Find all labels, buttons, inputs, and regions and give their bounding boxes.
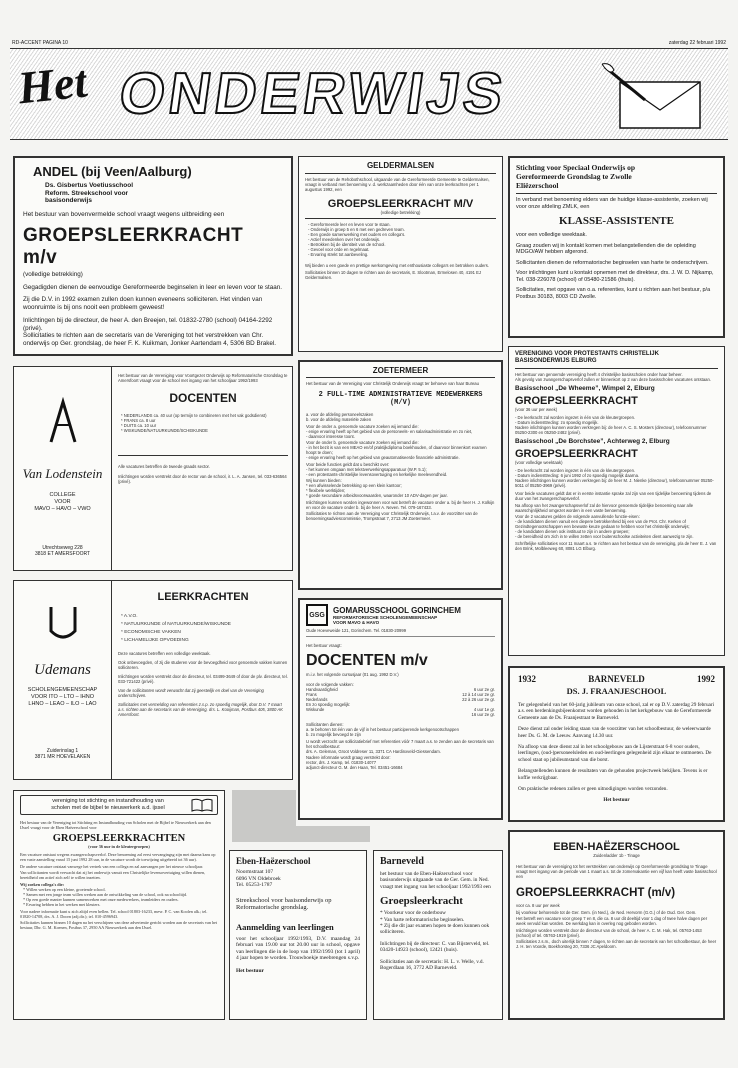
ad-barneveld-jubileum xyxy=(508,666,725,822)
ad-geldermalsen xyxy=(298,156,503,352)
nieuwerkerk-body: Een vacature ontstaat wegens zwangerschapsverlof. Deze benoeming zal eerst vervangingsg zijn met daarna kans op een vaste aanstelling vanaf 15 juni 1992 28 uur, in de vacature wordt de toewijzing uitgebreid tot 36 uur). De andere vacature ontstaat vanwege het vertrek van een collega en zal aanvangen per het nieuwe schooljaar. Van sollicitanten wordt verwacht dat zij het onderwijs vanuit een Christelijke levensovertuiging willen dienen, bereidheid om actief zich zelf te willen inzetten. Wij zoeken collega's die: xyxy=(20,852,216,887)
list-item: * Samen met een jonge team willen werken aan de ontwikkeling van de school, ook na schooltijd. xyxy=(23,891,188,897)
udemans-text: LEERKRACHTEN * A.V.O. * NATUURKUNDE of NATUURKUNDE/WISKUNDE * ECONOMISCHE VAKKEN * LICHAMELIJKE OPVOEDING Deze vacatures betreffen een volledige weektaak. Ook onbevoegden, of zij die studeren voor de bevoegdheid voor genoemde vakken kunnen solliciteren. Inlichtingen worden verstrekt door de directeur, tel. 03499-3649 of door de plv. directeur, tel. 033-721422 (privé). Van de sollicitanten wordt verwacht dat zij geestelijk en doel van de Vereniging onderschrijven. Sollicitaties met vermelding van referenties z.s.p. zo spoedig mogelijk, door D.V. 7 maart a.s. richten aan de secretaris van de Vereniging, drs. L. Kooijman, Postbus 405, 3800 AK Amersfoort. xyxy=(118,591,288,717)
list-item: • * Van harte reformatorische beginselen. xyxy=(380,917,496,923)
table-cell: Handvaardigheid xyxy=(306,687,338,692)
andel-school: Ds. Gisbertus Voetiusschool Reform. Streekschool voor basisonderwijs xyxy=(45,182,134,204)
list-item: • * Zij die dit jaar examen hopen te doen kunnen ook solliciteren. xyxy=(380,923,496,936)
table-cell: Nederlands xyxy=(306,697,328,702)
barneveld-body: Ter gelegenheid van het 60-jarig jubileum van onze school, zal er op D.V. zaterdag 29 februari a.s. een herdenkingsbijeenkomst worden gehouden in het kerkgebouw van de Gereformeerde Gemeente aan de Ds. Fraanjestraat te Barneveld. Deze dienst zal onder leiding staan van de voorzitter van het schoolbestuur, de weleerwaarde heer Ds. G. M. de Leeuw. Aanvang 14.30 uur. Na afloop van deze dienst zal in het schoolgebouw aan de Lijsterstraat 6-8 voor ouders, leerlingen, (oud-)personeelsleden en oud-leerlingen gelegenheid zijn elkaar te ontmoeten. De school staat op jubileumstand van die borst. Belangstellenden kunnen de resultaten van de gehouden projectweek bekijken. Tevens is er koffie verkrijgbaar. Om praktische redenen zullen er geen uitnodigingen worden verzonden. Het bestuur xyxy=(518,702,715,804)
ad-nieuwerkerk: vereniging tot stichting en instandhouding van scholen met de bijbel te nieuwerkerk a.d. ijssel Het bestuur van de Vereniging tot Stichting en Instandhouding van Scholen met de Bijbel te Nieuwerkerk aan den IJssel vraagt voor de Eben Haëzerschool voor GROEPSLEERKRACHTEN (voor 36 uur in de kleutergroepen) Een vacature ontstaat wegens zwangerschapsverlof. Deze benoeming zal eerst vervangingsg zijn met daarna kans op een vaste aanstelling vanaf 15 juni 1992 28 uur, in de vacature wordt de toewijzing uitgebreid tot 36 uur). De andere vacature ontstaat vanwege het vertrek van een collega en zal aanvangen per het nieuwe schooljaar. Van sollicitanten wordt verwacht dat zij het onderwijs vanuit een Christelijke levensovertuiging willen dienen, bereidheid om actief zich zelf te willen inzetten. Wij zoeken collega's die: * Willen werken op een kleine, groeiende school. * Samen met een jonge team willen werken aan de ontwikkeling van de school, ook na schooltijd. * Op een goede manier kunnen samenwerken met onze medewerkers, teamleiders en ouders. * Ervaring hebben in het werken met kleuters. Voor nadere informatie kunt u zich altijd even bellen. Tel. school 01803-16233, mevr. P. C. van Koolen alk.; tel. 01820-14708, drs. A. J. Doorn (adj.dir.); tel. 010-4596943. Sollicitaties kunnen binnen 10 dagen na het verschijnen van deze advertentie gericht worden aan de secretaris van het bestuur, Dhr. G. M. Koenen, Postbus 37, 2950 AA Nieuwerkerk aan den IJssel. xyxy=(13,790,225,1020)
gomarus-logo-icon: GSG xyxy=(306,604,328,626)
elburg-body: Voor beide vacatures geldt dat er in eerste instantie sprake zal zijn van een tijdelijke benoeming tijdens de duur van het zwangerschapsverlof. Na afloop van het zwangerschapsverlof zal de hiervoor genoemde tijdelijke benoeming naar alle waarschijnlijkheid omgezet worden in een vaste benoeming. Voor de 2 vacatures gelden de volgende aanvullende functie-eisen: - de kandidaten dienen vanuit een diepere betrokkenheid bij een van de Prot. Chr. Kerken of Gezindtegenootschappen een bewuste keuze gedaan te hebben voor het christelijk onderwijs; - de kandidaten dienen ook instituut te zijn in andere groepen; - de bereidheid om zich in te willen zetten voor buitenschoolse activiteiten dient aanwezig te zijn. Schriftelijke sollicitaties voor 11 maart a.s. te richten aan het bestuur van de vereniging, p/a de heer E. J. van den Brink, Molbleeweg 60, 8081 LG Elburg. xyxy=(515,491,717,551)
tinte-body: voor ca. 8 uur per week bij voorkeur behorende tot de Ger. Gem. (in Ned.), de Ned. Hervorm (G.G.) of de Oud. Ger. Gem. Het betreft een vacature voor groep 7 en 8, die ca. 8 uur dit deeltijd voor 1 dag of twee halve dagen per week vervuld kan worden. De werkdag kan in overleg nog geboden worden. Inlichtingen worden verstrekt door de directeur van de school, de heer A. C. M. Hak, tel. 05763-1453 (school) of tel. 05763-1919 (privé). Sollicitaties z.s.m., doch uiterlijk binnen 7 dagen, te richten aan de secretaris van het schoolbestuur, de heer J. H. ten Voorde, Boekhorsteg 20, 7336 JC Apeldoorn. xyxy=(516,903,717,949)
ad-eben-haezer-oldebroek: Eben-Haëzerschool Noormstraat 107 6096 VN Oldebroek Tel. 05253-1787 Streekschool voor basisonderwijs op Reformatorische grondslag. Aanmelding van leerlingen voor het schooljaar 1992/1993, D.V. maandag 24 februari van 19.00 uur tot 20.00 uur in school, opgave van leerlingen die in de loop van 1992/1993 (tot 1 april) 4 jaar hopen te worden. Trouwboekje meebrengen s.v.p. Het bestuur xyxy=(229,850,367,1020)
barneveld-header: 1932 BARNEVELD 1992 xyxy=(518,674,715,684)
tinte-position: GROEPSLEERKRACHT (m/v) xyxy=(516,887,676,899)
lodenstein-logo-text: Van Lodenstein xyxy=(22,466,103,481)
oldebroek-address: Noormstraat 107 6096 VN Oldebroek Tel. 05253-1787 xyxy=(236,869,281,888)
zoet-body: a. voor de afdeling personeelszaken b. voor de afdeling materiële zaken Voor de onder a. genoemde vacature zoeken wij iemand die: - enige ervaring heeft op het gebied van de personeels- en salarisadministratie en zo niet, - daarvoor interesse toont. Voor de onder b. genoemde vacature zoeken wij iemand die: - in het bezit is van een MEAO en/of praktijkdiploma boekhouden, of daarvoor binnenkort examen hoopt te doen; - enige ervaring heeft op het gebied van geautomatiseerde financiële administratie. Voor beide functies geldt dat u beschikt over: - het kunnen omgaan met tekstverwerkingsapparatuur (W.P. 5.1); - een protestants-christelijke levensovertuiging en kerkelijke meelevendheid. Wij kunnen bieden: * een afwisselende betrekking op een klein kantoor; * flexibele werktijden; * goede secundaire arbeidsvoorwaarden, waaronder 10 ADV-dagen per jaar. Inlichtingen kunnen worden ingewonnen voor wat betreft de vacature onder a. bij de heer H. J. Kolkijn en voor de vacature onder b. bij de heer A. Neven. Tel. 079-167433. Sollicitaties te richten aan de Vereniging voor Christelijk Onderwijs, t.a.v. de voorzitter van de benoemingsadviescommissie, Trompstraat 7, 2713 JM Zoetermeer. xyxy=(306,412,495,521)
ad-andel xyxy=(13,156,293,356)
page-header-left: RD-ACCENT PAGINA 10 xyxy=(12,40,68,46)
table-cell: 12 à 14 uur 2e gr. xyxy=(462,692,495,697)
oldebroek-sub: Aanmelding van leerlingen xyxy=(236,921,334,932)
udemans-types: SCHOLENGEMEENSCHAP VOOR ITO – LTO – IHNO LHNO – LEAO – ILO – LAO xyxy=(27,687,98,707)
list-item: - Onderwijs in groep 5 en 6 met een gedreven team. xyxy=(308,227,405,232)
ad-elburg: VERENIGING VOOR PROTESTANTS CHRISTELIJK BASISONDERWIJS ELBURG Het bestuur van genoemde vereniging heeft 4 christelijke basisscholen onder haar beheer. Als gevolg van zwangerschapsverlof zullen er binnenkort op 2 van deze basisscholen vacatures ontstaan. Basisschool „De Wheeme”, Wimpel 2, Elburg GROEPSLEERKRACHT (voor 36 uur per week) - De leerkracht zal worden ingezet in één van de kleutergroepen. - Datum indiensttreding: zo spoedig mogelijk. Nadere inlichtingen kunnen worden verkregen bij: de heer A. C. S. Mosters (directeur), telefoonnummer 05250-2300 en 05250-2482 (privé). Basisschool „De Borchstee”, Achterweg 2, Elburg GROEPSLEERKRACHT (voor volledige weektaak) - De leerkracht zal worden ingezet in één van de kleutergroepen. - Datum indiensttreding: 6 juni 1992 of zo spoedig mogelijk daarna. Nadere inlichtingen kunnen worden verkregen bij: de heer M. J. Nienke (directeur), telefoonnummer 05250-5011 of 05250-3969 (privé). Voor beide vacatures geldt dat er in eerste instantie sprake zal zijn van een tijdelijke benoeming tijdens de duur van het zwangerschapsverlof. Na afloop van het zwangerschapsverlof zal de hiervoor genoemde tijdelijke benoeming naar alle waarschijnlijkheid omgezet worden in een vaste benoeming. Voor de 2 vacatures gelden de volgende aanvullende functie-eisen: - de kandidaten dienen vanuit een diepere betrokkenheid bij een van de Prot. Chr. Kerken of Gezindtegenootschappen een bewuste keuze gedaan te hebben voor het christelijk onderwijs; - de kandidaten dienen ook instituut te zijn in andere groepen; - de bereidheid om zich in te willen zetten voor buitenschoolse activiteiten dient aanwezig te zijn. Schriftelijke sollicitaties voor 11 maart a.s. te richten aan het bestuur van de vereniging, p/a de heer E. J. van den Brink, Molbleeweg 60, 8081 LG Elburg. xyxy=(508,346,725,656)
filler-block xyxy=(232,826,370,842)
list-item: * LICHAMELIJKE OPVOEDING xyxy=(121,638,189,643)
ad-eben-haezer-tinte: EBEN-HAËZERSCHOOL Zuidenladder 1b - Tinage Het bestuur van de vereniging tot het verstrekken van onderwijs op Gereformeerde grondslag te Tinage vraagt met ingang van de periode van 1 maart a.s. tot de zomervakantie een vijf kan heeft vaste basisschool een GROEPSLEERKRACHT (m/v) voor ca. 8 uur per week bij voorkeur behorende tot de Ger. Gem. (in Ned.), de Ned. Hervorm (G.G.) of de Oud. Ger. Gem. Het betreft een vacature voor groep 7 en 8, die ca. 8 uur dit deeltijd voor 1 dag of twee halve dagen per week vervuld kan worden. De werkdag kan in overleg nog geboden worden. Inlichtingen worden verstrekt door de directeur van de school, de heer A. C. M. Hak, tel. 05763-1453 (school) of tel. 05763-1919 (privé). Sollicitaties z.s.m., doch uiterlijk binnen 7 dagen, te richten aan de secretaris van het schoolbestuur, de heer J. H. ten Voorde, Boekhorsteg 20, 7336 JC Apeldoorn. xyxy=(508,830,725,1020)
table-cell xyxy=(306,712,418,717)
geld-title: GELDERMALSEN xyxy=(366,161,435,170)
gomarus-body: Sollicitanten dienen: a. te behoren tot één van de vijf in het bestuur participerende kerkgenootschappen b. zo mogelijk bevoegd te zijn U wordt verzocht uw sollicitatiebrief met referenties vóór 7 maart a.s. te zenden aan de secretaris van het schoolbestuur: drs. A. Geleman, Groot Voldreser 11, 3371 CA Hardinxveld-Giessendam. Nadere informatie wordt graag verstrekt door: rector, drs. J. Kamp, tel. 01830-14077 adjunct-directeur G. M. den Haan, Tel. 03451-16684 xyxy=(306,722,494,770)
geld-body: Wij bieden u een goede en prettige werkomgeving met enthousiaste collega's en betrokken ouders. Sollicitaties binnen 10 dagen te richten aan de secretaris, E. Slootman, Ermelosen 40, 4191 EJ Geldermalsen. xyxy=(305,263,490,280)
zwolle-position: KLASSE-ASSISTENTE xyxy=(559,215,674,227)
oldebroek-title: Eben-Haëzerschool xyxy=(236,856,311,866)
andel-scope: (volledige betrekking) xyxy=(23,270,83,278)
lodenstein-emblem-icon xyxy=(43,397,83,447)
nieuwerkerk-position: GROEPSLEERKRACHTEN xyxy=(52,833,186,844)
andel-body: Gegadigden dienen de eenvoudige Gereformeerde beginselen in leer en leven voor te staan. Zij die D.V. in 1992 examen zullen doen kunnen eveneens solliciteren. Het vinden van woonruimte is bij ons nooit een probleem geweest! Inlichtingen bij de directeur, de heer A. den Breejen, tel. 01832-2780 (school) 04164-2292 (privé). Sollicitaties te richten aan de secretaris van de Vereniging tot het verstrekken van Chr. onderwijs op Ger. grondslag, de heer F. K. Kuikman, Jonker Aartendam 4, 5306 BD Brakel. xyxy=(23,283,283,348)
table-cell: En zo spoedig mogelijk: xyxy=(306,702,351,707)
geld-position: GROEPSLEERKRACHT M/V xyxy=(327,198,474,210)
list-item: - Gereformeerde leer en leven voor te staan. xyxy=(308,222,391,227)
list-item: * Willen werken op een kleine, groeiende school. xyxy=(23,886,106,892)
list-item: • * Voorkeur voor de onderbouw xyxy=(380,910,496,916)
ad-barneveld-groepsleerkracht: Barneveld het bestuur van de Eben-Haëzerschool voor basisonderwijs uitgaande van de Ger. Gem. in Ned. vraagt met ingang van het schooljaar 1992/1993 een Groepsleerkracht • * Voorkeur voor de onderbouw • * Van harte reformatorische beginselen. • * Zij die dit jaar examen hopen te doen kunnen ook solliciteren. Inlichtingen bij de directeur: C. van Bijsterveld, tel. 03420-14923 (school), 12421 (huis). Sollicitaties aan de secretaris: H. L. v. Welle, v.d. Bogerdlaan 16, 3772 AD Barneveld. xyxy=(373,850,503,1020)
list-item: * FRANS ca. 8 uur xyxy=(121,418,156,423)
lodenstein-address: Utrechtseweg 228 3818 ET AMERSFOORT xyxy=(34,545,91,557)
andel-title: ANDEL (bij Veen/Aalburg) xyxy=(33,164,192,179)
zoet-position: 2 FULL-TIME ADMINISTRATIEVE MEDEWERKERS (M/V) xyxy=(318,391,483,407)
table-cell: Wiskunde xyxy=(306,707,325,712)
elburg-title: VERENIGING VOOR PROTESTANTS CHRISTELIJK BASISONDERWIJS ELBURG xyxy=(515,351,659,364)
geld-scope: (volledige betrekking) xyxy=(380,210,421,215)
zwolle-body: voor een volledige weektaak. Graag zouden wij in kontakt komen met belangstellenden die de opleiding MDGO/AW hebben afgerond. Sollicitanten dienen de reformatorische beginselen van harte te onderschrijven. Voor inlichtingen kunt u kontakt opnemen met de direkteur, drs. J. W. D. Nijkamp, Tel. 038-226078 (school) of 05480-21586 (thuis). Sollicitaties, met opgave van o.a. referenties, kunt u richten aan het bestuur, p/a Postbus 30183, 8003 CD Zwolle. xyxy=(516,232,714,300)
list-item: * A.V.O. xyxy=(121,614,138,619)
zwolle-intro: In verband met benoeming elders van de huidige klasse-assistente, zoeken wij voor onze afdeling ZMLK, een xyxy=(516,197,708,210)
elburg-position-2: GROEPSLEERKRACHT xyxy=(515,448,638,460)
list-item: * NATUURKUNDE of NATUURKUNDE/WISKUNDE xyxy=(121,622,231,627)
ad-zoetermeer xyxy=(298,360,503,590)
andel-position: GROEPSLEERKRACHT m/v xyxy=(23,224,244,268)
table-row xyxy=(306,712,495,717)
page-header-date: zaterdag 22 februari 1992 xyxy=(668,40,726,46)
lodenstein-subjects xyxy=(118,413,288,433)
masthead-het: Het xyxy=(15,55,90,114)
list-item: * DUITS ca. 10 uur xyxy=(121,423,157,428)
list-item: * Op een goede manier kunnen samenwerken met onze medewerkers, teamleiders en ouders. xyxy=(23,896,179,902)
list-item: - Gevoel voor orde en regelmaat. xyxy=(308,247,370,252)
lodenstein-logo-panel xyxy=(14,367,112,571)
table-cell: 6 uur 2e gr. xyxy=(473,687,495,692)
table-cell: 16 uur 2e gr. xyxy=(471,712,495,717)
geld-intro: Het bestuur van de Rehobothschool, uitgaande van de Gereformeerde Gemeente te Geldermalsen, vraagt in verband met benoeming v. d. werkzaamheden door één van onze leerkrachten per 1 augustus 1992, een xyxy=(305,177,490,192)
lodenstein-position: DOCENTEN xyxy=(169,391,237,405)
udemans-subjects xyxy=(118,613,288,645)
list-item: * NEDERLANDS ca. 40 uur (op termijn te combineren met het vak godsdienst) xyxy=(121,413,267,418)
udemans-address: Zuiderinslag 1 3871 MR HOEVELAKEN xyxy=(34,748,91,760)
elburg-school-2: Basisschool „De Borchstee”, Achterweg 2, Elburg xyxy=(515,438,670,445)
nieuwerkerk-requirements xyxy=(20,887,218,907)
list-item: * ECONOMISCHE VAKKEN xyxy=(121,630,181,635)
table-cell: Frans xyxy=(306,692,317,697)
list-item: - Ervaring strekt tot aanbeveling. xyxy=(308,252,369,257)
gomarus-position: DOCENTEN m/v xyxy=(306,652,428,669)
udemans-position: LEERKRACHTEN xyxy=(157,591,249,603)
lodenstein-text: Het bestuur van de Vereniging voor Voortgezet Onderwijs op Reformatorische Grondslag te Amersfoort vraagt voor de school met ingang van het schooljaar 1992/1993 DOCENTEN * NEDERLANDS ca. 40 uur (op termijn te combineren met het vak godsdienst) * FRANS ca. 8 uur * DUITS ca. 10 uur * WISKUNDE/NATUURKUNDE/SCHEIKUNDE Alle vacatures betreffen de tweede graads sector. Inlichtingen worden verstrekt door de rector van de school, ir. L. A. Jansen, tel. 033-636564 (privé). xyxy=(118,373,288,484)
writing-hand-icon xyxy=(600,62,710,132)
list-item: - Actief meedenken over het onderwijs. xyxy=(308,237,381,242)
udemans-logo-panel xyxy=(14,581,112,780)
table-cell: 4 uur 1e gr. xyxy=(473,707,495,712)
ad-zwolle xyxy=(508,156,725,338)
open-book-icon xyxy=(191,798,213,812)
table-cell: voor de volgende vakken: xyxy=(306,682,354,687)
table-cell: 22 à 26 uur 2e gr. xyxy=(462,697,495,702)
gomarus-hours-table xyxy=(306,682,495,717)
geld-requirements xyxy=(305,222,496,257)
zoet-title: ZOETERMEER xyxy=(372,366,429,375)
tinte-title: EBEN-HAËZERSCHOOL xyxy=(553,841,680,853)
zwolle-title: Stichting voor Speciaal Onderwijs op Gereformeerde Grondslag te Zwolle Eliëzerschool xyxy=(516,163,636,190)
list-item: * WISKUNDE/NATUURKUNDE/SCHEIKUNDE xyxy=(121,428,208,433)
barneveld2-requirements xyxy=(380,910,496,936)
ad-gomarus: GSG GOMARUSSCHOOL GORINCHEM REFORMATORISCHE SCHOLENGEMEENSCHAP VOOR MAVO & HAVO Oude Hoeveweide 121, Gorinchem. Tel. 01830-20999 Het bestuur vraagt: DOCENTEN m/v m.i.v. het volgende cursusjaar (01 aug. 1992 D.V.) voor de volgende vakken: Handvaardigheid 6 uur 2e gr. Frans 12 à 14 uur 2e gr. Nederlands 22 à 26 uur 2e gr. En zo spoedig mogelijk: Wiskunde 4 uur 1e gr. 16 uur 2e gr. Sollicitanten dienen: a. te behoren tot één van de vijf in het bestuur participerende kerkgenootschappen b. zo mogelijk bevoegd te zijn U wordt verzocht uw sollicitatiebrief met referenties vóór 7 maart a.s. te zenden aan de secretaris van het schoolbestuur: drs. A. Geleman, Groot Voldreser 11, 3371 CA Hardinxveld-Giessendam. Nadere informatie wordt graag verstrekt door: rector, drs. J. Kamp, tel. 01830-14077 adjunct-directeur G. M. den Haan, Tel. 03451-16684 xyxy=(298,598,503,820)
barneveld2-title: Barneveld xyxy=(380,856,424,867)
list-item: * Ervaring hebben in het werken met kleuters. xyxy=(23,901,101,907)
andel-intro: Het bestuur van bovenvermelde school vraagt wegens uitbreiding een xyxy=(23,210,225,218)
masthead-title: ONDERWIJS xyxy=(115,61,511,126)
udemans-emblem-icon xyxy=(45,603,81,647)
lodenstein-college: COLLEGE VOOR MAVO – HAVO – VWO xyxy=(34,492,91,512)
elburg-position-1: GROEPSLEERKRACHT xyxy=(515,395,638,407)
nieuwerkerk-banner: vereniging tot stichting en instandhouding van scholen met de bijbel te nieuwerkerk a.d. ijssel xyxy=(20,795,218,815)
barneveld2-position: Groepsleerkracht xyxy=(380,895,463,908)
zoet-intro: Het bestuur van de Vereniging voor Christelijk Onderwijs vraagt ter behoeve van haar Bureau xyxy=(306,381,479,386)
list-item: - Een goede samenwerking met ouders en collega's. xyxy=(308,232,406,237)
barneveld-school: DS. J. FRAANJESCHOOL xyxy=(566,686,667,696)
udemans-logo-text: Udemans xyxy=(34,662,91,678)
ad-van-lodenstein xyxy=(13,366,293,571)
elburg-school-1: Basisschool „De Wheeme”, Wimpel 2, Elburg xyxy=(515,385,655,392)
gomarus-title: GOMARUSSCHOOL GORINCHEM xyxy=(333,605,461,615)
list-item: - Betrokken bij de identiteit van de school. xyxy=(308,242,386,247)
ad-udemans xyxy=(13,580,293,780)
